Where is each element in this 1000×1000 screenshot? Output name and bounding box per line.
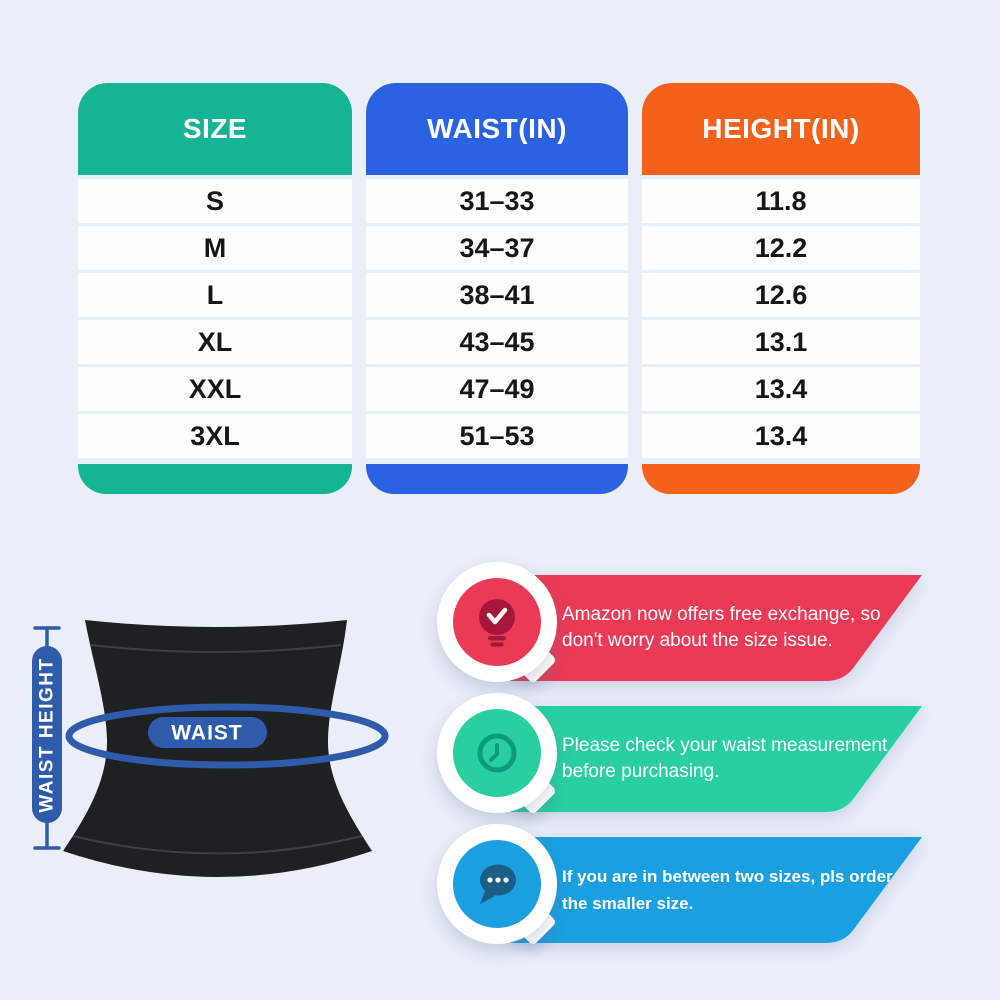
badge-inner bbox=[453, 709, 541, 797]
callout-text bbox=[562, 575, 881, 681]
size-cell: 3XL bbox=[78, 414, 352, 458]
waist-column-cells bbox=[366, 179, 628, 458]
callout-between-sizes bbox=[432, 819, 937, 969]
waist-cell: 51–53 bbox=[366, 414, 628, 458]
callout-text-line2: don't worry about the size issue. bbox=[562, 630, 833, 651]
size-cell: S bbox=[78, 179, 352, 223]
waist-trainer-garment bbox=[63, 620, 372, 877]
callout-text-line1: Please check your waist measurement bbox=[562, 734, 888, 756]
height-cell: 13.4 bbox=[642, 414, 920, 458]
column-header-waist: WAIST(IN) bbox=[366, 83, 628, 175]
height-cell: 11.8 bbox=[642, 179, 920, 223]
height-cell: 13.1 bbox=[642, 320, 920, 364]
callout-badge bbox=[432, 819, 562, 949]
waist-cell: 34–37 bbox=[366, 226, 628, 270]
height-cell: 13.4 bbox=[642, 367, 920, 411]
size-column-cells bbox=[78, 179, 352, 458]
callout-check-measurement bbox=[432, 688, 937, 838]
waist-trainer-diagram bbox=[15, 593, 435, 905]
size-cell: M bbox=[78, 226, 352, 270]
size-cell: L bbox=[78, 273, 352, 317]
callout-free-exchange bbox=[432, 557, 937, 707]
height-cell: 12.6 bbox=[642, 273, 920, 317]
chat-dots-icon bbox=[469, 856, 525, 912]
waist-label: WAIST bbox=[171, 721, 243, 745]
clock-icon bbox=[469, 725, 525, 781]
lightbulb-check-icon bbox=[469, 594, 525, 650]
callout-text-line1: Amazon now offers free exchange, so bbox=[562, 603, 881, 625]
waist-cell: 38–41 bbox=[366, 273, 628, 317]
callout-text-line1: If you are in between two sizes, pls order bbox=[562, 866, 893, 886]
height-cell: 12.2 bbox=[642, 226, 920, 270]
callout-badge bbox=[432, 557, 562, 687]
badge-inner bbox=[453, 578, 541, 666]
column-footer-height bbox=[642, 464, 920, 494]
size-chart-column-size bbox=[78, 83, 352, 494]
height-label: WAIST HEIGHT bbox=[36, 657, 58, 813]
column-header-height: HEIGHT(IN) bbox=[642, 83, 920, 175]
waist-cell: 31–33 bbox=[366, 179, 628, 223]
callout-text-line2: the smaller size. bbox=[562, 894, 694, 913]
column-footer-size bbox=[78, 464, 352, 494]
callout-badge bbox=[432, 688, 562, 818]
waist-cell: 47–49 bbox=[366, 367, 628, 411]
size-chart bbox=[78, 83, 920, 494]
waist-cell: 43–45 bbox=[366, 320, 628, 364]
size-cell: XL bbox=[78, 320, 352, 364]
column-header-size: SIZE bbox=[78, 83, 352, 175]
size-chart-column-waist bbox=[366, 83, 628, 494]
column-footer-waist bbox=[366, 464, 628, 494]
badge-inner bbox=[453, 840, 541, 928]
size-chart-column-height bbox=[642, 83, 920, 494]
callout-text bbox=[562, 706, 887, 812]
callout-text-line2: before purchasing. bbox=[562, 761, 720, 782]
height-column-cells bbox=[642, 179, 920, 458]
size-cell: XXL bbox=[78, 367, 352, 411]
callout-text bbox=[562, 837, 893, 943]
